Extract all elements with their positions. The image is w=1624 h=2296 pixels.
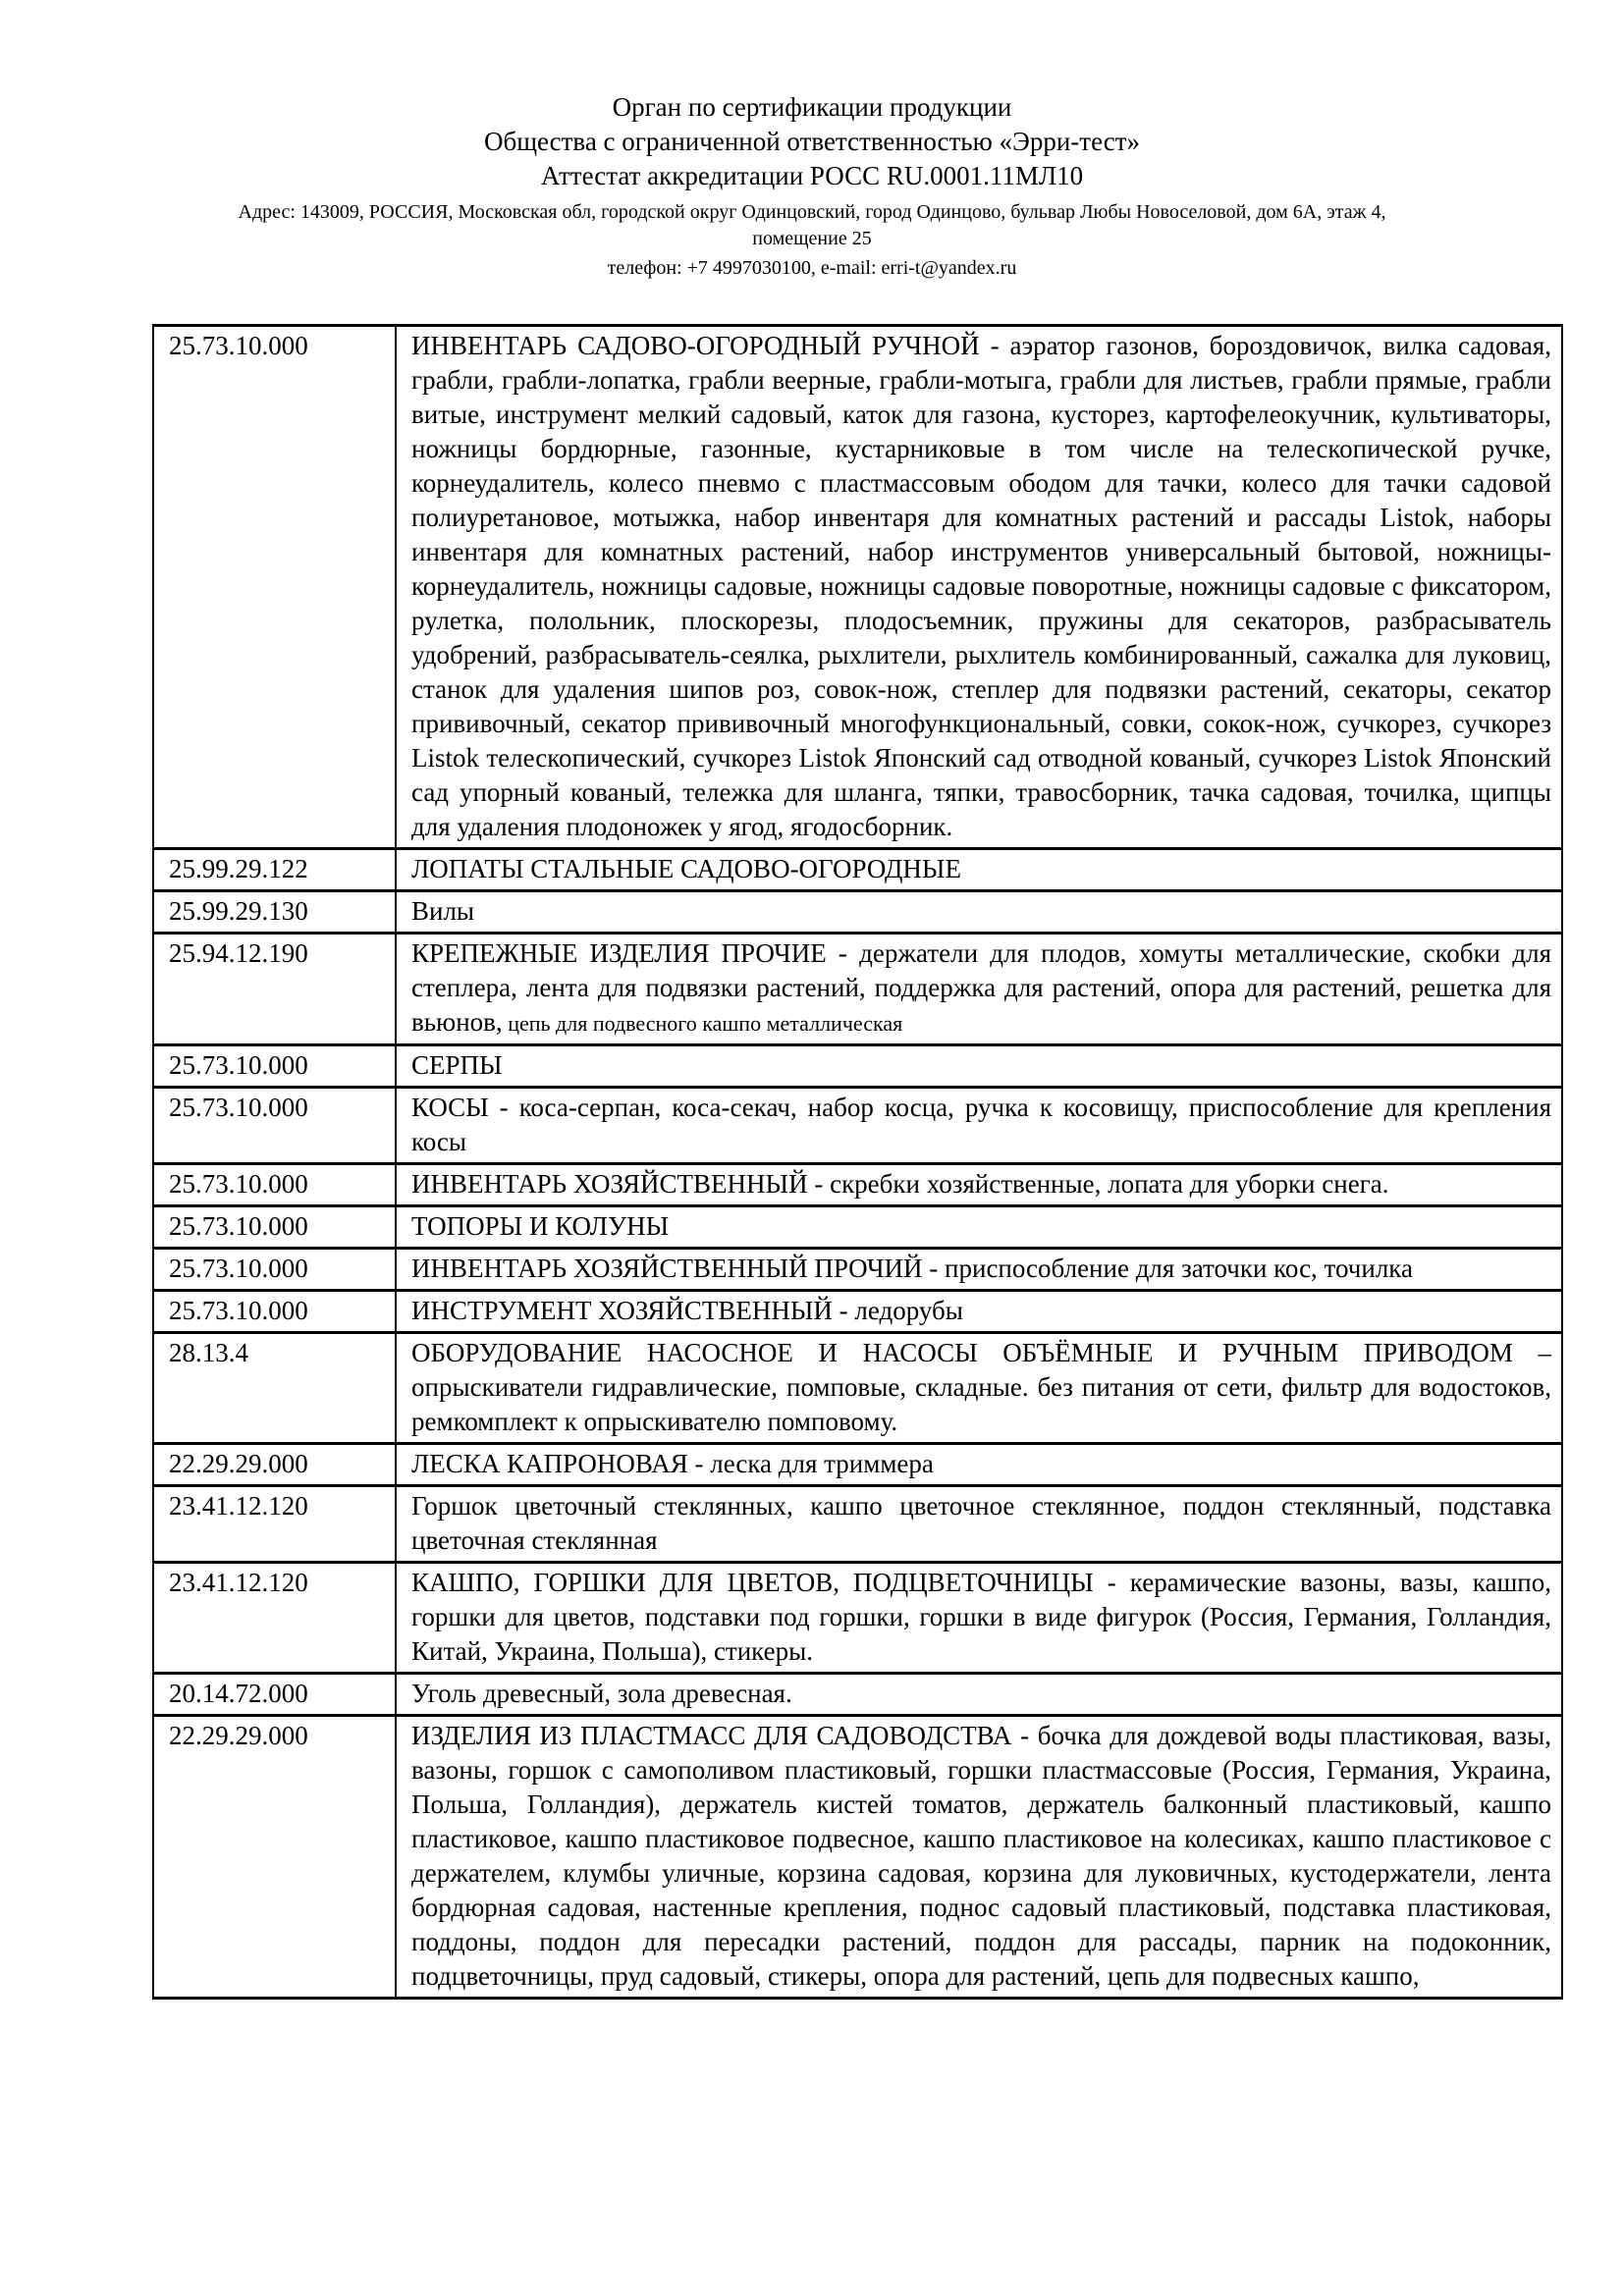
product-code: 25.73.10.000 <box>153 1045 396 1088</box>
product-code: 23.41.12.120 <box>153 1486 396 1563</box>
table-row <box>153 1444 1562 1486</box>
table-row <box>153 1291 1562 1333</box>
product-description: Уголь древесный, зола древесная. <box>396 1674 1562 1716</box>
header-address-line-1: Адрес: 143009, РОССИЯ, Московская обл, городской округ Одинцовский, город Одинцово, бульвар Любы Новоселовой, дом 6А, этаж 4, <box>238 201 1386 223</box>
product-code: 22.29.29.000 <box>153 1716 396 1999</box>
table-row <box>153 1486 1562 1563</box>
product-description: КАШПО, ГОРШКИ ДЛЯ ЦВЕТОВ, ПОДЦВЕТОЧНИЦЫ - керамические вазоны, вазы, кашпо, горшки для цветов, подставки под горшки, горшки в виде фигурок (Россия, Германия, Голландия, Китай, Украина, Польша), стикеры. <box>396 1563 1562 1674</box>
table-row <box>153 1206 1562 1249</box>
table-row <box>153 849 1562 891</box>
product-code: 25.94.12.190 <box>153 934 396 1045</box>
products-table-body <box>153 326 1562 1999</box>
product-description: ИНСТРУМЕНТ ХОЗЯЙСТВЕННЫЙ - ледорубы <box>396 1291 1562 1333</box>
product-code: 28.13.4 <box>153 1333 396 1444</box>
product-code: 25.73.10.000 <box>153 1206 396 1249</box>
product-description: КРЕПЕЖНЫЕ ИЗДЕЛИЯ ПРОЧИЕ - держатели для плодов, хомуты металлические, скобки для степлера, лента для подвязки растений, поддержка для растений, опора для растений, решетка для вьюнов, цепь для подвесного кашпо металлическая <box>396 934 1562 1045</box>
product-code: 25.73.10.000 <box>153 1291 396 1333</box>
table-row <box>153 891 1562 934</box>
product-description: ЛОПАТЫ СТАЛЬНЫЕ САДОВО-ОГОРОДНЫЕ <box>396 849 1562 891</box>
product-code: 25.73.10.000 <box>153 326 396 849</box>
header-address-line-2: помещение 25 <box>752 228 872 249</box>
product-code: 23.41.12.120 <box>153 1563 396 1674</box>
table-row <box>153 1674 1562 1716</box>
product-description: ИНВЕНТАРЬ САДОВО-ОГОРОДНЫЙ РУЧНОЙ - аэратор газонов, бороздовичок, вилка садовая, грабли, грабли-лопатка, грабли веерные, грабли-мотыга, грабли для листьев, грабли прямые, грабли витые, инструмент мелкий садовый, каток для газона, кусторез, картофелеокучник, культиваторы, ножницы бордюрные, газонные, кустарниковые в том числе на телескопической ручке, корнеудалитель, колесо пневмо с пластмассовым ободом для тачки, колесо для тачки садовой полиуретановое, мотыжка, набор инвентаря для комнатных растений и рассады Listok, наборы инвентаря для комнатных растений, набор инструментов универсальный бытовой, ножницы-корнеудалитель, ножницы садовые, ножницы садовые поворотные, ножницы садовые с фиксатором, рулетка, полольник, плоскорезы, плодосъемник, пружины для секаторов, разбрасыватель удобрений, разбрасыватель-сеялка, рыхлители, рыхлитель комбинированный, сажалка для луковиц, станок для удаления шипов роз, совок-нож, степлер для подвязки растений, секаторы, секатор прививочный, секатор прививочный многофункциональный, совки, сокок-нож, сучкорез, сучкорез Listok телескопический, сучкорез Listok Японский сад отводной кованый, сучкорез Listok Японский сад упорный кованый, тележка для шланга, тяпки, травосборник, тачка садовая, точилка, щипцы для удаления плодоножек у ягод, ягодосборник. <box>396 326 1562 849</box>
header-phone-email-line: телефон: +7 4997030100, e-mail: erri-t@yandex.ru <box>607 257 1017 279</box>
header-org-line: Орган по сертификации продукции <box>612 92 1012 122</box>
table-row <box>153 1045 1562 1088</box>
product-code: 20.14.72.000 <box>153 1674 396 1716</box>
product-description: Горшок цветочный стеклянных, кашпо цветочное стеклянное, поддон стеклянный, подставка цветочная стеклянная <box>396 1486 1562 1563</box>
product-description: КОСЫ - коса-серпан, коса-секач, набор косца, ручка к косовищу, приспособление для крепления косы <box>396 1088 1562 1164</box>
header-company-line: Общества с ограниченной ответственностью «Эрри-тест» <box>483 127 1141 156</box>
table-row <box>153 1164 1562 1206</box>
product-description: Вилы <box>396 891 1562 934</box>
table-row <box>153 1333 1562 1444</box>
product-code: 25.73.10.000 <box>153 1164 396 1206</box>
document-header <box>0 90 1624 282</box>
table-row <box>153 326 1562 849</box>
product-description: ОБОРУДОВАНИЕ НАСОСНОЕ И НАСОСЫ ОБЪЁМНЫЕ И РУЧНЫМ ПРИВОДОМ – опрыскиватели гидравлические, помповые, складные. без питания от сети, фильтр для водостоков, ремкомплект к опрыскивателю помповому. <box>396 1333 1562 1444</box>
table-row <box>153 934 1562 1045</box>
header-attestat-line: Аттестат аккредитации РОСС RU.0001.11МЛ10 <box>540 161 1084 190</box>
product-description: ИНВЕНТАРЬ ХОЗЯЙСТВЕННЫЙ - скребки хозяйственные, лопата для уборки снега. <box>396 1164 1562 1206</box>
table-row <box>153 1563 1562 1674</box>
product-description: ТОПОРЫ И КОЛУНЫ <box>396 1206 1562 1249</box>
table-row <box>153 1249 1562 1291</box>
products-table <box>152 324 1563 2000</box>
table-row <box>153 1088 1562 1164</box>
product-code: 25.99.29.122 <box>153 849 396 891</box>
product-code: 22.29.29.000 <box>153 1444 396 1486</box>
product-description: ИНВЕНТАРЬ ХОЗЯЙСТВЕННЫЙ ПРОЧИЙ - приспособление для заточки кос, точилка <box>396 1249 1562 1291</box>
product-code: 25.99.29.130 <box>153 891 396 934</box>
product-code: 25.73.10.000 <box>153 1088 396 1164</box>
product-description: ИЗДЕЛИЯ ИЗ ПЛАСТМАСС ДЛЯ САДОВОДСТВА - бочка для дождевой воды пластиковая, вазы, вазоны, горшок с самополивом пластиковый, горшки пластмассовые (Россия, Германия, Украина, Польша, Голландия), держатель кистей томатов, держатель балконный пластиковый, кашпо пластиковое, кашпо пластиковое подвесное, кашпо пластиковое на колесиках, кашпо пластиковое с держателем, клумбы уличные, корзина садовая, корзина для луковичных, кустодержатели, лента бордюрная садовая, настенные крепления, поднос садовый пластиковый, подставка пластиковая, поддоны, поддон для пересадки растений, поддон для рассады, парник на подоконник, подцветочницы, пруд садовый, стикеры, опора для растений, цепь для подвесных кашпо, <box>396 1716 1562 1999</box>
product-description-small: цепь для подвесного кашпо металлическая <box>502 1011 903 1036</box>
product-code: 25.73.10.000 <box>153 1249 396 1291</box>
table-row <box>153 1716 1562 1999</box>
product-description: СЕРПЫ <box>396 1045 1562 1088</box>
product-description: ЛЕСКА КАПРОНОВАЯ - леска для триммера <box>396 1444 1562 1486</box>
